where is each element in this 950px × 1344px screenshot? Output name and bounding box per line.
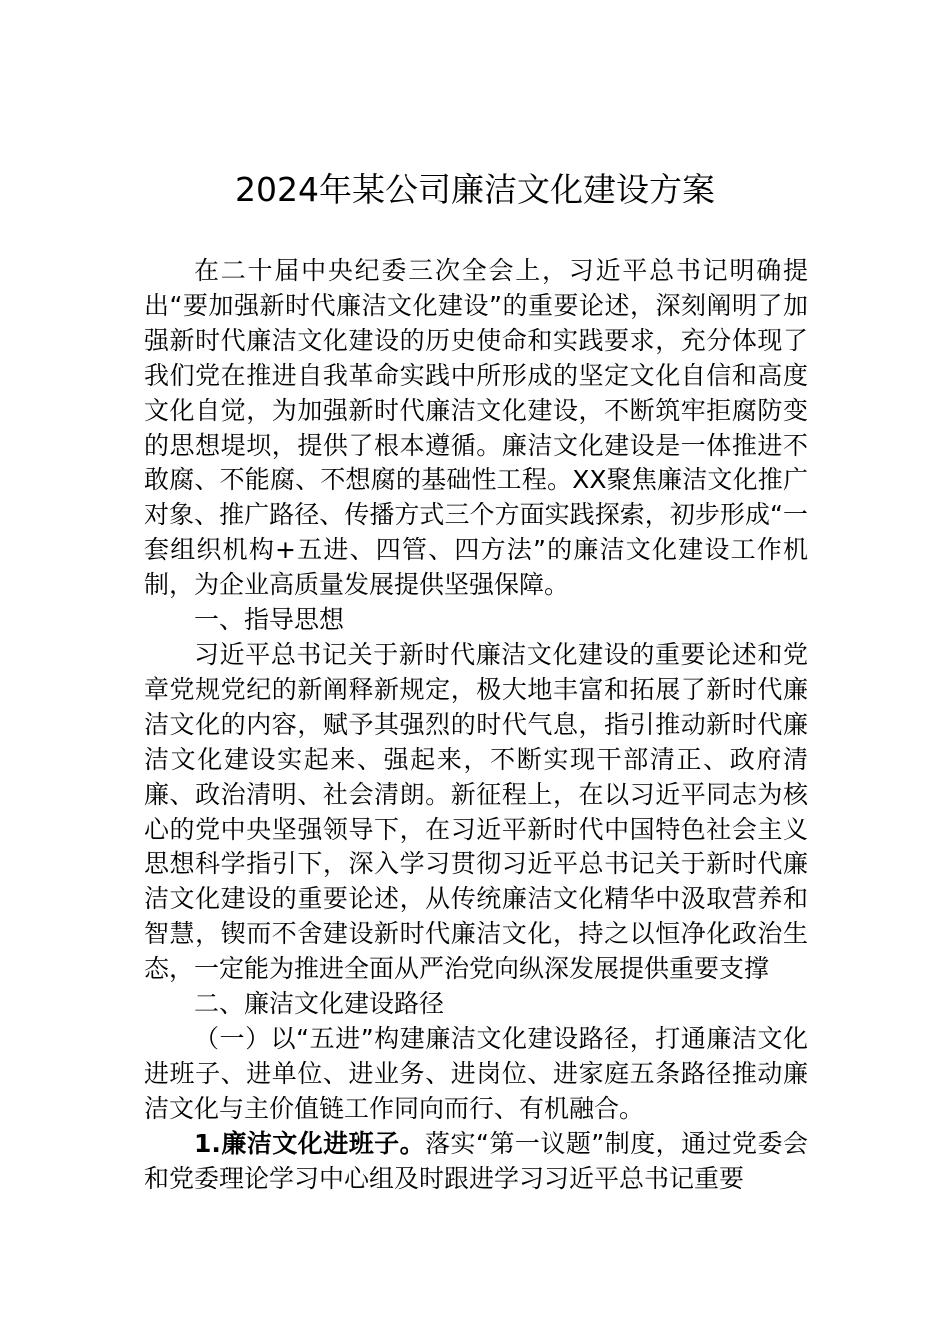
section-heading-construction-path: 二、廉洁文化建设路径 <box>194 989 445 1019</box>
paragraph-guiding-ideology: 习近平总书记关于新时代廉洁文化建设的重要论述和党章党规党纪的新阐释新规定，极大地丰富和拓展了新时代廉洁文化的内容，赋予其强烈的时代气息，指引推动新时代廉洁文化建设实起来、强起来，不断实现干部清正、政府清廉、政治清明、社会清朗。新征程上，在以习近平同志为核心的党中央坚强领导下，在习近平新时代中国特色社会主义思想科学指引下，深入学习贯彻习近平总书记关于新时代廉洁文化建设的重要论述，从传统廉洁文化精华中汲取营养和智慧，锲而不舍建设新时代廉洁文化，持之以恒净化政治生态，一定能为推进全面从严治党向纵深发展提供重要支撑 <box>144 639 808 984</box>
paragraph-lead-bold: 1.廉洁文化进班子。 <box>194 1128 426 1158</box>
paragraph-into-leadership: 1.廉洁文化进班子。落实“第一议题”制度，通过党委会和党委理论学习中心组及时跟进学习习近平总书记重要 <box>144 1128 808 1193</box>
paragraph-five-entries: （一）以“五进”构建廉洁文化建设路径，打通廉洁文化进班子、进单位、进业务、进岗位、进家庭五条路径推动廉洁文化与主价值链工作同向而行、有机融合。 <box>144 1023 808 1123</box>
section-heading-guiding-ideology: 一、指导思想 <box>194 605 345 635</box>
document-title: 2024年某公司廉洁文化建设方案 <box>235 170 715 209</box>
document-body <box>144 254 808 1196</box>
paragraph-intro: 在二十届中央纪委三次全会上，习近平总书记明确提出“要加强新时代廉洁文化建设”的重要论述，深刻阐明了加强新时代廉洁文化建设的历史使命和实践要求，充分体现了我们党在推进自我革命实践中所形成的坚定文化自信和高度文化自觉，为加强新时代廉洁文化建设，不断筑牢拒腐防变的思想堤坝，提供了根本遵循。廉洁文化建设是一体推进不敢腐、不能腐、不想腐的基础性工程。XX聚焦廉洁文化推广对象、推广路径、传播方式三个方面实践探索，初步形成“一套组织机构+五进、四管、四方法”的廉洁文化建设工作机制，为企业高质量发展提供坚强保障。 <box>144 256 808 600</box>
